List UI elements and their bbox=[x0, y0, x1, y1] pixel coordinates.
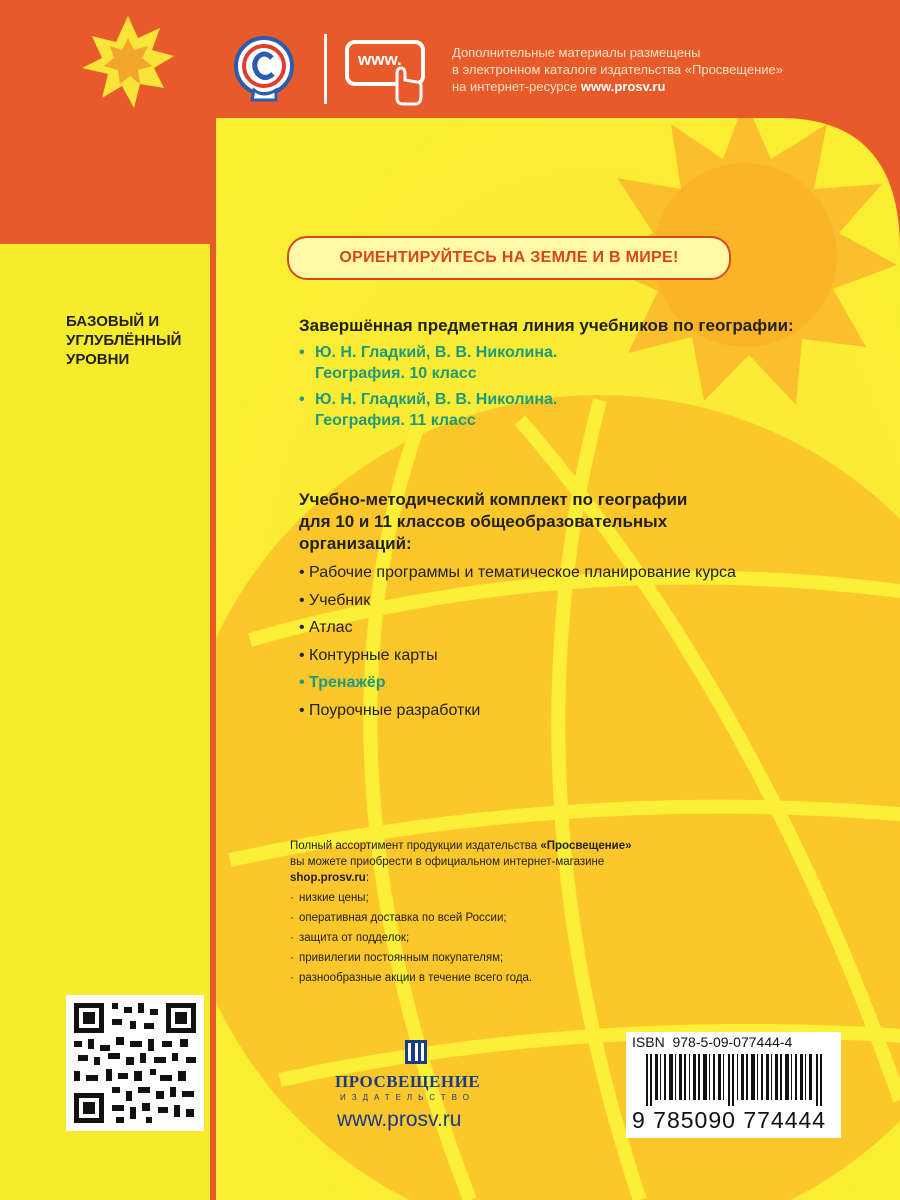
kit-title-line2: для 10 и 11 классов общеобразовательных bbox=[299, 512, 668, 531]
publisher-name: ПРОСВЕЩЕНИЕ bbox=[335, 1072, 481, 1091]
kit-item: • Учебник bbox=[299, 591, 371, 609]
kit-block bbox=[299, 489, 879, 724]
shop-benefit: · разнообразные акции в течение всего года. bbox=[290, 968, 730, 988]
shop-benefit: · защита от подделок; bbox=[290, 928, 730, 948]
publisher-url[interactable]: www.prosv.ru bbox=[337, 1108, 462, 1131]
header-divider bbox=[324, 34, 327, 104]
book-item: • Ю. Н. Гладкий, В. В. Николина. География. 10 класс bbox=[299, 344, 558, 382]
kit-item: • Поурочные разработки bbox=[299, 701, 481, 719]
kit-item: • Атлас bbox=[299, 619, 353, 636]
header-info-link[interactable]: www.prosv.ru bbox=[580, 79, 666, 94]
shop-line3: shop.prosv.ru: bbox=[290, 872, 370, 884]
bullet-icon: • bbox=[299, 344, 305, 361]
kit-item: • Контурные карты bbox=[299, 646, 438, 664]
shop-block bbox=[290, 838, 730, 988]
shop-line2: вы можете приобрести в официальном интернет-магазине bbox=[290, 856, 605, 868]
barcode-graphic bbox=[646, 1054, 826, 1106]
www-icon-label: www. bbox=[358, 50, 402, 69]
kit-title-line1: Учебно-методический комплект по географии bbox=[299, 490, 688, 509]
kit-item: • Рабочие программы и тематическое планирование курса bbox=[299, 564, 736, 581]
level-label: БАЗОВЫЙ И УГЛУБЛЁННЫЙ УРОВНИ bbox=[66, 313, 182, 368]
textbook-line-title: Завершённая предметная линия учебников по географии: bbox=[299, 316, 794, 335]
shop-benefit: · привилегии постоянным покупателям; bbox=[290, 948, 730, 968]
isbn-line: ISBN 978-5-09-077444-4 bbox=[632, 1034, 793, 1050]
shop-benefit: · низкие цены; bbox=[290, 888, 730, 908]
bullet-icon: • bbox=[299, 391, 305, 408]
kit-title-line3: организаций: bbox=[299, 534, 412, 553]
header-info-line1: Дополнительные материалы размещены bbox=[452, 45, 701, 60]
publisher-subtitle: ИЗДАТЕЛЬСТВО bbox=[340, 1093, 475, 1102]
shop-link[interactable]: shop.prosv.ru bbox=[290, 872, 366, 884]
qr-code[interactable] bbox=[66, 995, 204, 1131]
header-info bbox=[452, 44, 872, 95]
motto-banner: ОРИЕНТИРУЙТЕСЬ НА ЗЕМЛЕ И В МИРЕ! bbox=[287, 236, 731, 280]
header-info-line2: в электронном каталоге издательства «Просвещение» bbox=[452, 62, 783, 77]
header-info-line3: на интернет-ресурсе www.prosv.ru bbox=[452, 79, 666, 94]
textbook-line-block bbox=[299, 315, 879, 431]
book-item: • Ю. Н. Гладкий, В. В. Николина. География. 11 класс bbox=[299, 391, 558, 429]
e-resource-logo bbox=[232, 34, 296, 104]
barcode-digits: 9 785090 774444 bbox=[632, 1107, 827, 1133]
shop-line1: Полный ассортимент продукции издательства «Просвещение» bbox=[290, 840, 632, 852]
kit-item-highlight: • Тренажёр bbox=[299, 674, 386, 691]
shop-benefit: · оперативная доставка по всей России; bbox=[290, 908, 730, 928]
publisher-logo-icon bbox=[401, 1037, 431, 1067]
